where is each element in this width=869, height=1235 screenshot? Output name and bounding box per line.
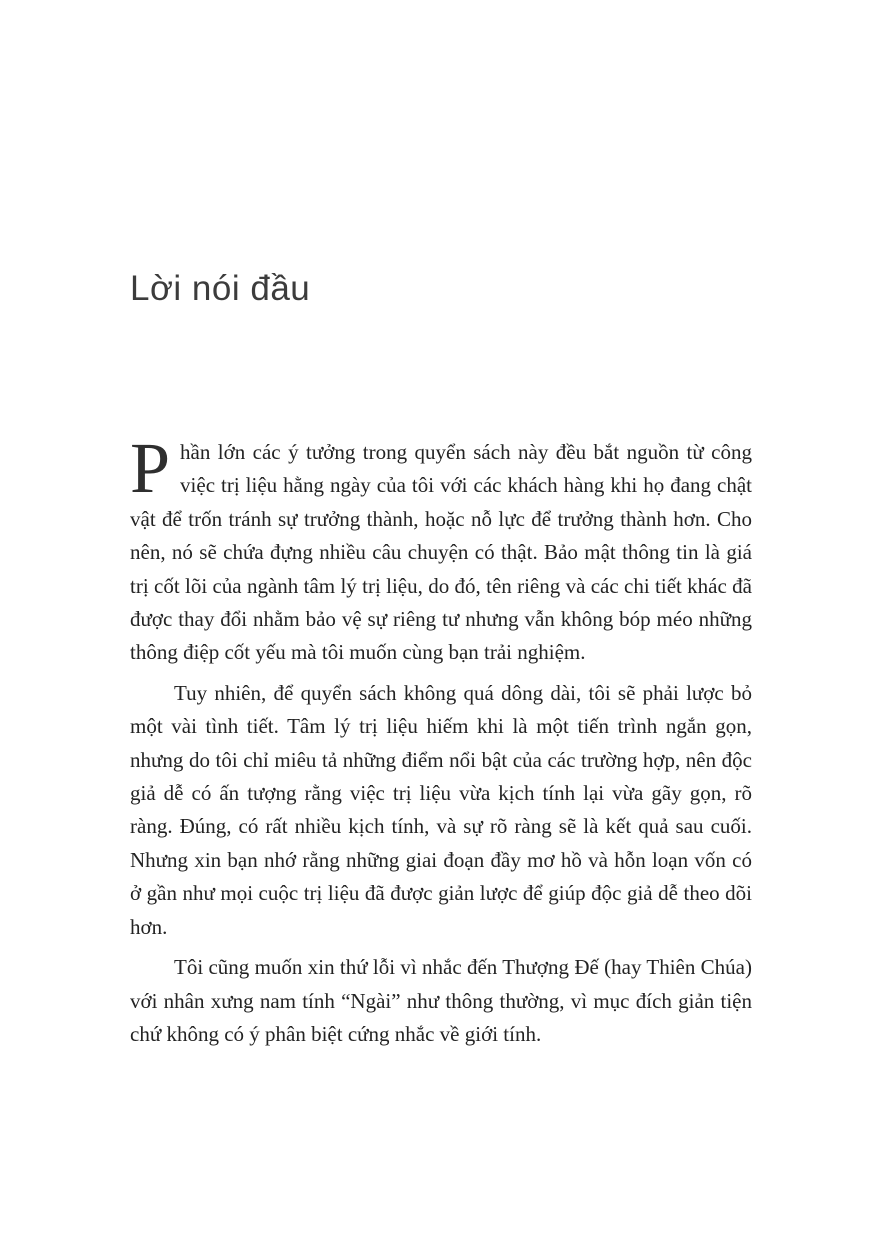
paragraph-text: hần lớn các ý tưởng trong quyển sách này đều bắt nguồn từ công việc trị liệu hằng ngày của tôi với các khách hàng khi họ đang chật vật để trốn tránh sự trưởng thành, hoặc nỗ lực để trưởng thành hơn. Cho nên, nó sẽ chứa đựng nhiều câu chuyện có thật. Bảo mật thông tin là giá trị cốt lõi của ngành tâm lý trị liệu, do đó, tên riêng và các chi tiết khác đã được thay đổi nhằm bảo vệ sự riêng tư nhưng vẫn không bóp méo những thông điệp cốt yếu mà tôi muốn cùng bạn trải nghiệm. [130, 440, 752, 665]
paragraph [130, 428, 752, 670]
page-body [130, 428, 752, 1058]
page-title: Lời nói đầu [130, 269, 311, 309]
paragraph-text: Tuy nhiên, để quyển sách không quá dông dài, tôi sẽ phải lược bỏ một vài tình tiết. Tâm lý trị liệu hiếm khi là một tiến trình ngắn gọn, nhưng do tôi chỉ miêu tả những điểm nổi bật của các trường hợp, nên độc giả dễ có ấn tượng rằng việc trị liệu vừa kịch tính lại vừa gãy gọn, rõ ràng. Đúng, có rất nhiều kịch tính, và sự rõ ràng sẽ là kết quả sau cuối. Nhưng xin bạn nhớ rằng những giai đoạn đầy mơ hồ và hỗn loạn vốn có ở gần như mọi cuộc trị liệu đã được giản lược để giúp độc giả dễ theo dõi hơn. [130, 680, 752, 939]
paragraph [130, 677, 752, 944]
paragraph-text: Tôi cũng muốn xin thứ lỗi vì nhắc đến Thượng Đế (hay Thiên Chúa) với nhân xưng nam tính “Ngài” như thông thường, vì mục đích giản tiện chứ không có ý phân biệt cứng nhắc về giới tính. [130, 955, 752, 1046]
paragraph [130, 951, 752, 1051]
drop-cap: P [130, 428, 171, 508]
